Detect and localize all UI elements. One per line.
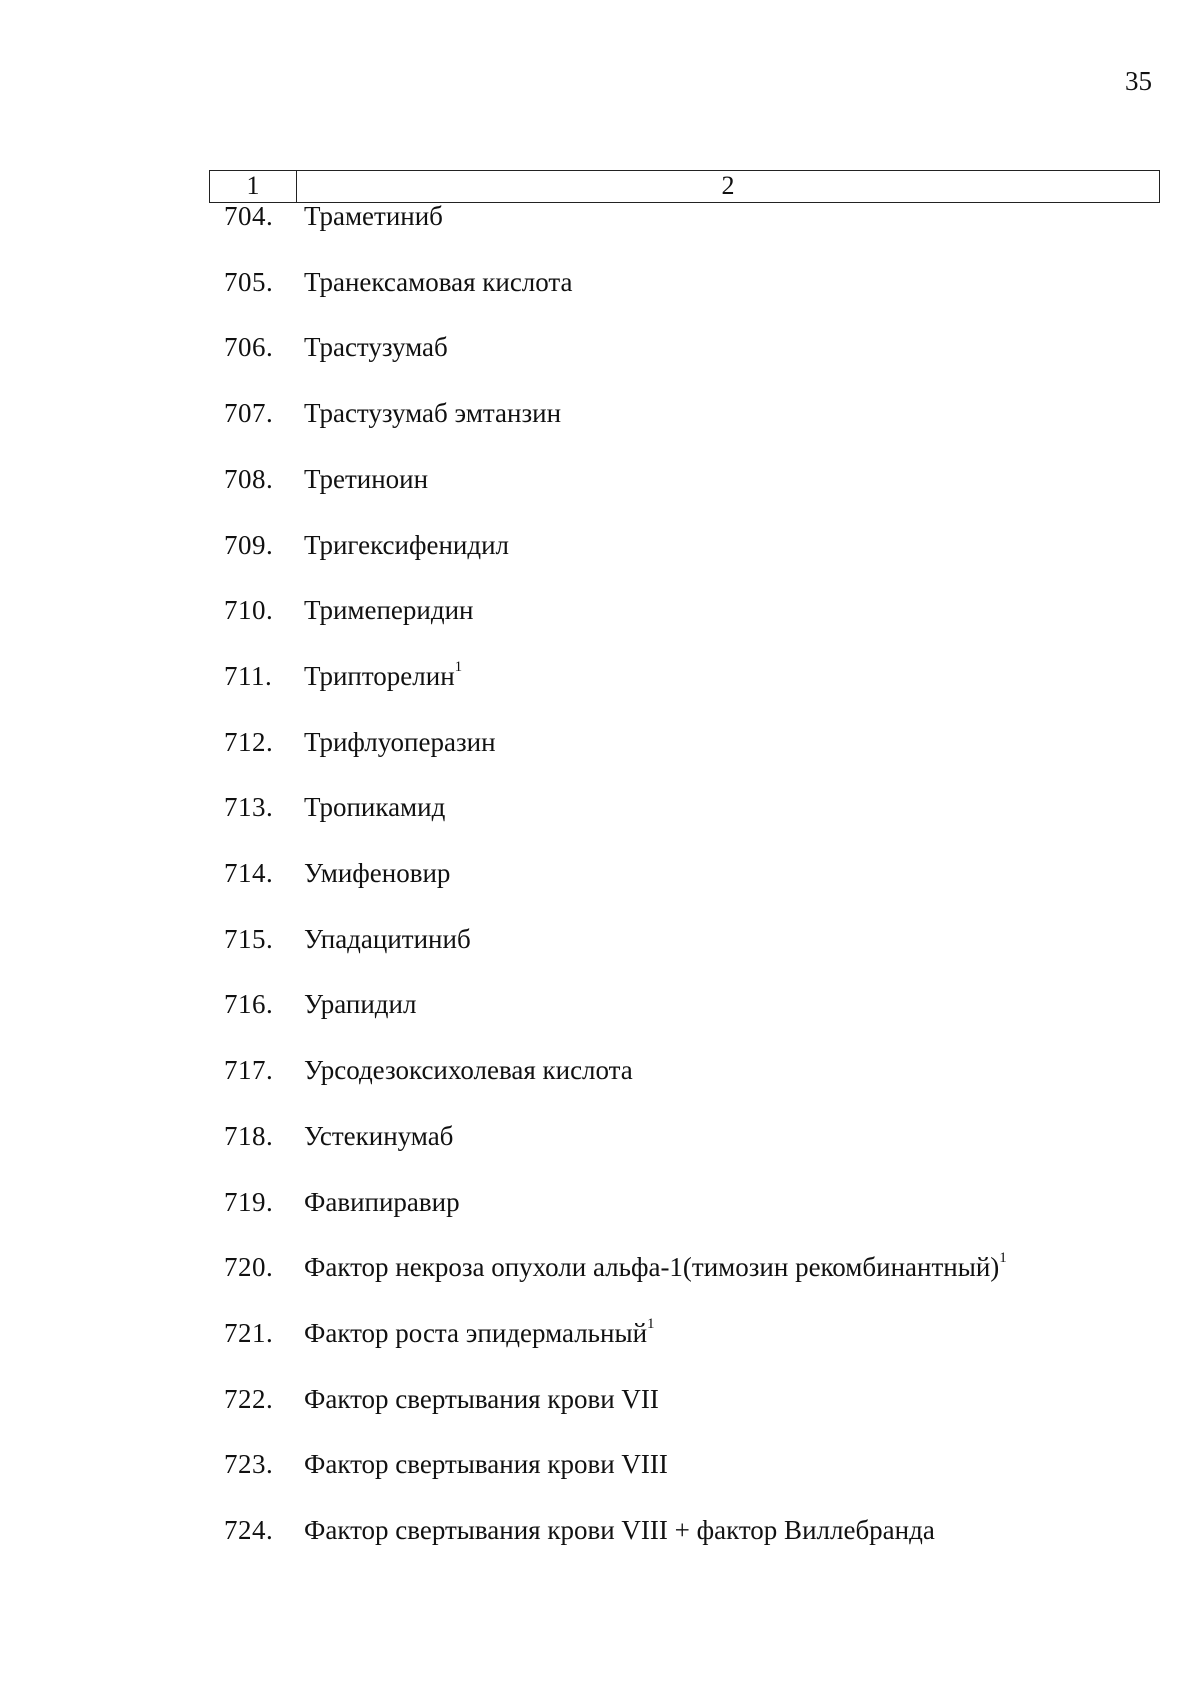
list-item-name: [304, 1182, 460, 1222]
list-item: [0, 984, 1200, 1024]
list-item-name-text: Трастузумаб эмтанзин: [304, 398, 562, 429]
list-item-number: 706.: [224, 332, 274, 363]
list-item-name: [304, 1379, 659, 1419]
list-item-name: [304, 393, 561, 433]
list-item-name: [304, 1313, 655, 1353]
list-item-name-text: Фавипиравир: [304, 1186, 460, 1217]
list-item-name: [304, 787, 445, 827]
list-item: [0, 1444, 1200, 1484]
list-item: [0, 196, 1200, 236]
list-item-name: [304, 984, 416, 1024]
list-item-number: 719.: [224, 1186, 274, 1217]
list-item-name-text: Третиноин: [304, 463, 429, 494]
list-item: [0, 722, 1200, 762]
list-item-number: 716.: [224, 989, 274, 1020]
list-item-name-text: Умифеновир: [304, 858, 451, 888]
list-item: [0, 393, 1200, 433]
list-item-name-text: Тригексифенидил: [304, 529, 510, 560]
list-item-name-text: Фактор роста эпидермальный: [304, 1317, 648, 1348]
list-item-number: 715.: [224, 923, 274, 954]
list-item: [0, 262, 1200, 302]
list-item: [0, 1379, 1200, 1419]
list-item-number: 711.: [224, 660, 273, 691]
list-item-number: 724.: [224, 1515, 274, 1545]
list-item-name: [304, 1444, 668, 1484]
list-item-name: [304, 590, 474, 630]
list-item-name: [304, 1116, 453, 1156]
list-item: [0, 853, 1200, 893]
list-item-name-text: Фактор свертывания крови VIII + фактор Виллебранда: [304, 1515, 935, 1545]
list-item-number: 707.: [224, 398, 274, 429]
footnote-marker: 1: [454, 658, 463, 675]
list-item-name: [304, 327, 448, 367]
list-item: [0, 1247, 1200, 1287]
list-item-number: 723.: [224, 1449, 274, 1480]
list-item-name: [304, 262, 573, 302]
list-item-name: [304, 459, 428, 499]
list-item-name-text: Урсодезоксихолевая кислота: [304, 1055, 633, 1086]
list-item: [0, 1116, 1200, 1156]
list-item-name: [304, 1510, 935, 1550]
list-item: [0, 787, 1200, 827]
list-item-number: 720.: [224, 1252, 274, 1283]
list-item-name: [304, 853, 450, 893]
list-item-number: 705.: [224, 266, 274, 297]
table-header-col-1: 1: [210, 171, 297, 202]
list-item-name-text: Устекинумаб: [304, 1120, 454, 1151]
list-item-name-text: Транексамовая кислота: [304, 266, 573, 297]
list-item-name: [304, 1050, 633, 1090]
list-item-name-text: Урапидил: [304, 989, 417, 1020]
list-item-number: 708.: [224, 463, 274, 494]
list-item-number: 710.: [224, 595, 274, 626]
list-item-number: 714.: [224, 858, 274, 888]
table-header-col-2: 2: [721, 171, 735, 200]
list-item-name-text: Трипторелин: [304, 660, 455, 691]
list-item: [0, 590, 1200, 630]
list-item-number: 704.: [224, 201, 274, 231]
list-item-name-text: Упадацитиниб: [304, 923, 471, 954]
list-item-number: 721.: [224, 1317, 274, 1348]
list-item: [0, 1313, 1200, 1353]
list-item-name-text: Траметиниб: [304, 201, 443, 231]
list-item-name: [304, 196, 443, 236]
footnote-marker: 1: [999, 1250, 1007, 1267]
page-number: 35: [1125, 66, 1152, 96]
list-item-number: 709.: [224, 529, 274, 560]
list-item-number: 713.: [224, 792, 274, 823]
list-item-name-text: Тримеперидин: [304, 595, 474, 626]
list-item-number: 717.: [224, 1055, 274, 1086]
list-item-name-text: Трифлуоперазин: [304, 726, 496, 757]
list-item: [0, 525, 1200, 565]
list-item-name-text: Фактор свертывания крови VII: [304, 1383, 659, 1414]
list-item-name: [304, 722, 496, 762]
list-item-name: [304, 656, 462, 696]
footnote-marker: 1: [647, 1315, 655, 1332]
list-item-name-text: Фактор свертывания крови VIII: [304, 1449, 668, 1480]
list-item-number: 718.: [224, 1120, 274, 1151]
list-item: [0, 459, 1200, 499]
list-item-number: 712.: [224, 726, 274, 757]
list-item: [0, 327, 1200, 367]
list-item-number: 722.: [224, 1383, 274, 1414]
list-item: [0, 1050, 1200, 1090]
list-item-name: [304, 919, 471, 959]
list-item: [0, 656, 1200, 696]
list-item: [0, 919, 1200, 959]
list-item-name-text: Трастузумаб: [304, 332, 448, 363]
list-item-name: [304, 525, 509, 565]
list-item-name: [304, 1247, 1007, 1287]
list-item-name-text: Тропикамид: [304, 792, 446, 823]
list-item: [0, 1510, 1200, 1550]
list-item: [0, 1182, 1200, 1222]
list-item-name-text: Фактор некроза опухоли альфа-1(тимозин рекомбинантный): [304, 1252, 1000, 1283]
